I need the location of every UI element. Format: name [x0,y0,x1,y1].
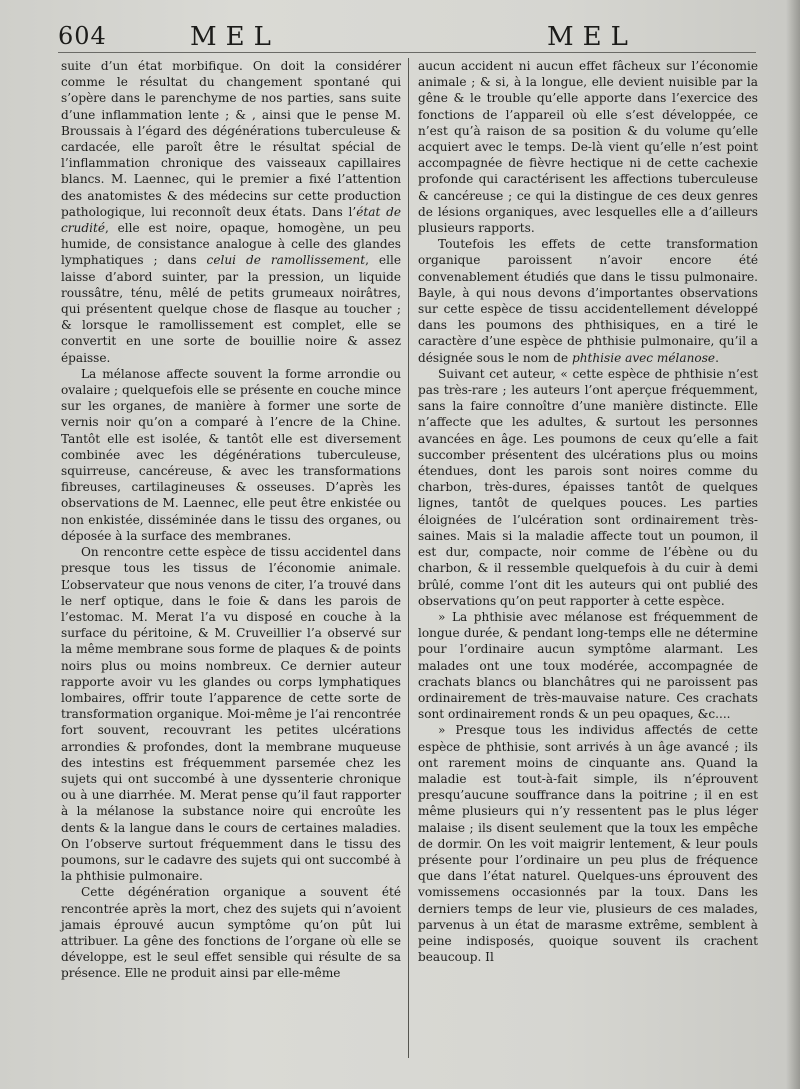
text-run: . [715,350,719,365]
running-head-left: MEL [190,22,280,52]
paragraph: Cette dégénération organique a souvent été rencontrée après la mort, chez des sujets qui n’avoient jamais éprouvé aucun symptôme qu’on pût lui attribuer. La gêne des fonctions de l’organe où elle se développe, est le seul effet sensible qui résulte de sa présence. Elle ne produit ainsi par elle-même [61,885,401,981]
text-run: suite d’un état morbifique. On doit la considérer comme le résultat du changement spontané qui s’opère dans le parenchyme de nos parties, sans suite d’une inflammation lente ; & , ainsi que le pense M. Broussais à l’égard des dégénérations tuberculeuse & cardacée, elle paroît être le résultat spécial de l’inflammation chronique des vaisseaux capillaires blancs. M. Laennec, qui le premier a fixé l’attention des anatomistes & des médecins sur cette production pathologique, lui reconnoît deux états. Dans l’ [61,59,401,219]
paragraph: Suivant cet auteur, « cette espèce de phthisie n’est pas très-rare ; les auteurs l’ont aperçue fréquemment, sans la faire connoître d’une manière distincte. Elle n’affecte que les adultes, & surtout les personnes avancées en âge. Les poumons de ceux qu’elle a fait succomber présentent des ulcérations plus ou moins étendues, dont les parois sont noires comme du charbon, très-dures, épaisses tantôt de quelques lignes, tantôt de quelques pouces. Les parties éloignées de l’ulcération sont ordinairement très-saines. Mais si la maladie affecte tout un poumon, il est dur, compacte, noir comme de l’ébène ou du charbon, & il ressemble quelquefois à du cuir à demi brûlé, comme l’ont dit les auteurs qui ont publié des observations qu’on peut rapporter à cette espèce. [418,366,758,608]
text-run: Toutefois les effets de cette transformation organique paroissent n’avoir encore été convenablement étudiés que dans le tissu pulmonaire. Bayle, à qui nous devons d’importantes observations sur cette espèce de tissu accidentellement développé dans les poumons des phthisiques, en a tiré le caractère d’une espèce de phthisie pulmonaire, qu’il a désignée sous le nom de [418,237,758,365]
right-column [418,58,758,965]
paragraph: On rencontre cette espèce de tissu accidentel dans presque tous les tissus de l’économie animale. L’observateur que nous venons de citer, l’a trouvé dans le nerf optique, dans le foie & dans les parois de l’estomac. M. Merat l’a vu disposé en couche à la surface du péritoine, & M. Cruveillier l’a observé sur la même membrane sous forme de plaques & de points noirs plus ou moins nombreux. Ce dernier auteur rapporte avoir vu les glandes ou corps lymphatiques lombaires, offrir toute l’apparence de cette sorte de transformation organique. Moi-même je l’ai rencontrée fort souvent, recouvrant les petites ulcérations arrondies & profondes, dont la membrane muqueuse des intestins est fréquemment parsemée chez les sujets qui ont succombé à une dyssenterie chronique ou à une diarrhée. M. Merat pense qu’il faut rapporter à la mélanose la substance noire qui encroûte les dents & la langue dans le cours de certaines maladies. On l’observe surtout fréquemment dans le tissu des poumons, sur le cadavre des sujets qui ont succombé à la phthisie pulmonaire. [61,545,401,884]
paragraph: aucun accident ni aucun effet fâcheux sur l’économie animale ; & si, à la longue, elle devient nuisible par la gêne & le trouble qu’elle apporte dans l’exercice des fonctions de l’appareil où elle s’est développée, ce n’est qu’à raison de sa position & du volume qu’elle acquiert avec le temps. De-là vient qu’elle n’est point accompagnée de fièvre hectique ni de cette cachexie profonde qui caractérisent les affections tuberculeuse & cancéreuse ; ce qui la distingue de ces deux genres de lésions organiques, avec lesquelles elle a d’ailleurs plusieurs rapports. [418,59,758,236]
page-number: 604 [58,22,107,50]
text-run: , elle laisse d’abord suinter, par la pression, un liquide roussâtre, ténu, mêlé de petits grumeaux noirâtres, qui présentent quelque chose de flasque au toucher ; & lorsque le ramollissement est complet, elle se convertit en une sorte de bouillie noire & assez épaisse. [61,253,401,365]
paragraph: » La phthisie avec mélanose est fréquemment de longue durée, & pendant long-temps elle ne détermine pour l’ordinaire aucun symptôme alarmant. Les malades ont une toux modérée, accompagnée de crachats blancs ou blanchâtres qui ne paroissent pas ordinairement de très-mauvaise nature. Ces crachats sont ordinairement ronds & un peu opaques, &c.... [418,609,758,722]
paragraph: La mélanose affecte souvent la forme arrondie ou ovalaire ; quelquefois elle se présente en couche mince sur les organes, de manière à former une sorte de vernis noir qu’on a comparé à l’encre de la Chine. Tantôt elle est isolée, & tantôt elle est diversement combinée avec les dégénérations tuberculeuse, squirreuse, cancéreuse, & avec les transformations fibreuses, cartilagineuses & osseuses. D’après les observations de M. Laennec, elle peut être enkistée ou non enkistée, disséminée dans le tissu des organes, ou déposée à la surface des membranes. [61,366,401,543]
italic-term: phthisie avec mélanose [571,350,716,365]
italic-term: état de crudité [61,204,401,236]
left-column [61,58,401,982]
italic-term: celui de ramollissement [206,253,366,268]
page-edge-shadow [786,0,800,1089]
paragraph [418,236,758,366]
paragraph: » Presque tous les individus affectés de cette espèce de phthisie, sont arrivés à un âge avancé ; ils ont rarement moins de cinquante ans. Quand la maladie est tout-à-fait simple, ils n’éprouvent presqu’aucune souffrance dans la poitrine ; il en est même plusieurs qui n’y ressentent pas le plus léger malaise ; ils disent seulement que la toux les empêche de dormir. On les voit maigrir lentement, & leur pouls présente pour l’ordinaire un peu plus de fréquence que dans l’état naturel. Quelques-uns éprouvent des vomissemens occasionnés par la toux. Dans les derniers temps de leur vie, plusieurs de ces malades, parvenus à un état de marasme extrême, semblent à peine indisposés, quoique souvent ils crachent beaucoup. Il [418,723,758,965]
column-divider [408,58,409,1058]
header-rule [58,52,756,53]
text-run: , elle est noire, opaque, homogène, un peu humide, de consistance analogue à celle des glandes lymphatiques ; dans [61,221,401,268]
paragraph [61,58,401,366]
running-head-right: MEL [547,22,637,52]
